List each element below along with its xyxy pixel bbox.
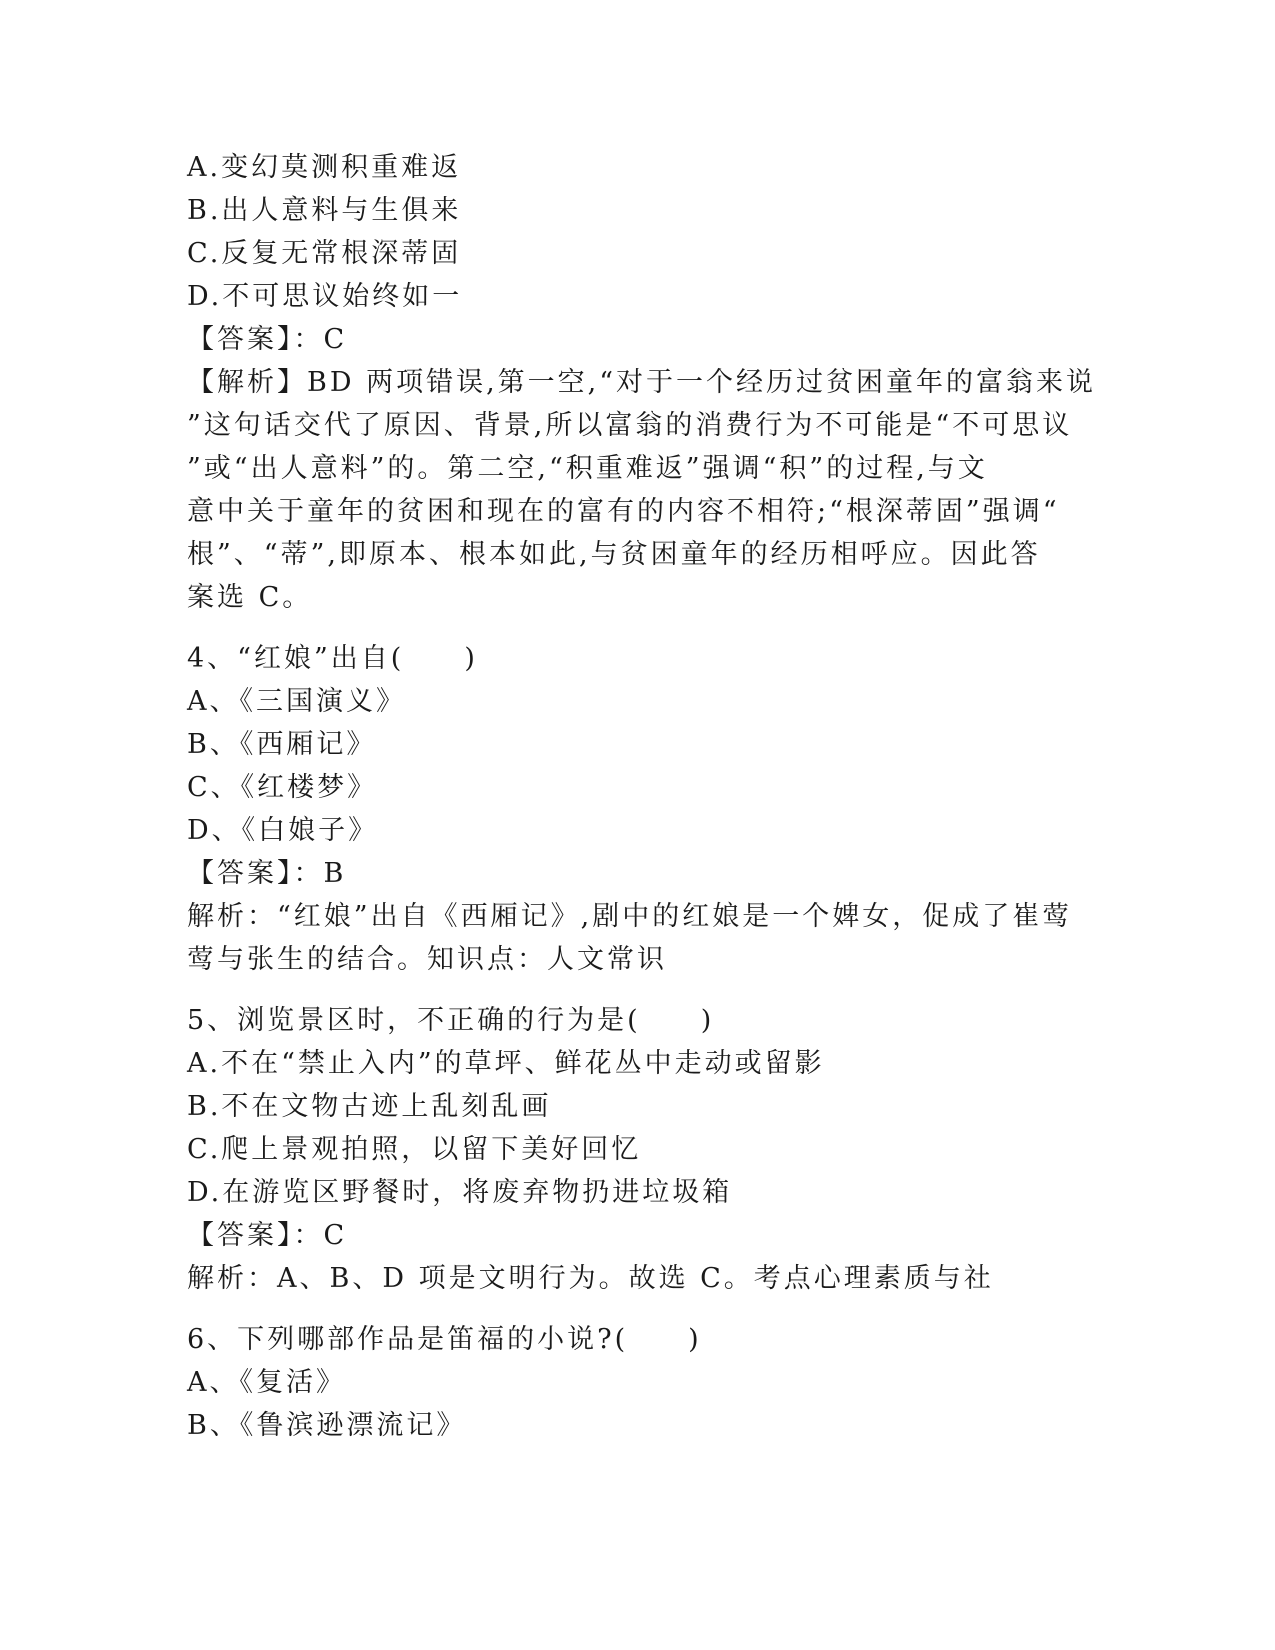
q6-question: 6、下列哪部作品是笛福的小说?( )	[187, 1324, 702, 1355]
q6-option-a: A、《复活》	[187, 1367, 346, 1398]
document-page	[187, 146, 1097, 1447]
q4-question: 4、“红娘”出自( )	[187, 643, 478, 674]
q3-analysis-line: 根”、“蒂”,即原本、根本如此,与贫困童年的经历相呼应。因此答	[187, 539, 1041, 570]
q4-answer: 【答案】：B	[187, 858, 347, 889]
q4-option-c: C、《红楼梦》	[187, 772, 378, 803]
q5-option-a: A.不在“禁止入内”的草坪、鲜花丛中走动或留影	[187, 1048, 825, 1079]
q5-analysis-line: 解析：A、B、D 项是文明行为。故选 C。考点心理素质与社	[187, 1263, 994, 1294]
q3-option-b: B.出人意料与生俱来	[187, 195, 462, 226]
q5-question: 5、浏览景区时，不正确的行为是( )	[187, 1005, 715, 1036]
q3-analysis-line: 意中关于童年的贫困和现在的富有的内容不相符;“根深蒂固”强调“	[187, 496, 1060, 527]
q6-option-b: B、《鲁滨逊漂流记》	[187, 1410, 467, 1441]
q3-analysis-line: ”这句话交代了原因、背景,所以富翁的消费行为不可能是“不可思议	[187, 410, 1073, 441]
q5-option-d: D.在游览区野餐时，将废弃物扔进垃圾箱	[187, 1177, 733, 1208]
q5-option-b: B.不在文物古迹上乱刻乱画	[187, 1091, 552, 1122]
q5-answer: 【答案】：C	[187, 1220, 348, 1251]
q4-analysis-line: 解析：“红娘”出自《西厢记》,剧中的红娘是一个婢女，促成了崔莺	[187, 901, 1073, 932]
q4-option-d: D、《白娘子》	[187, 815, 379, 846]
q3-analysis-line: ”或“出人意料”的。第二空,“积重难返”强调“积”的过程,与文	[187, 453, 988, 484]
q3-option-c: C.反复无常根深蒂固	[187, 238, 462, 269]
q3-analysis-line: 【解析】BD 两项错误,第一空,“对于一个经历过贫困童年的富翁来说	[187, 367, 1097, 398]
q3-analysis-line: 案选 C。	[187, 582, 313, 613]
q3-answer: 【答案】：C	[187, 324, 348, 355]
q4-option-a: A、《三国演义》	[187, 686, 406, 717]
q3-option-a: A.变幻莫测积重难返	[187, 152, 462, 183]
q3-option-d: D.不可思议始终如一	[187, 281, 463, 312]
q5-option-c: C.爬上景观拍照，以留下美好回忆	[187, 1134, 642, 1165]
q4-option-b: B、《西厢记》	[187, 729, 377, 760]
q4-analysis-line: 莺与张生的结合。知识点：人文常识	[187, 944, 667, 975]
